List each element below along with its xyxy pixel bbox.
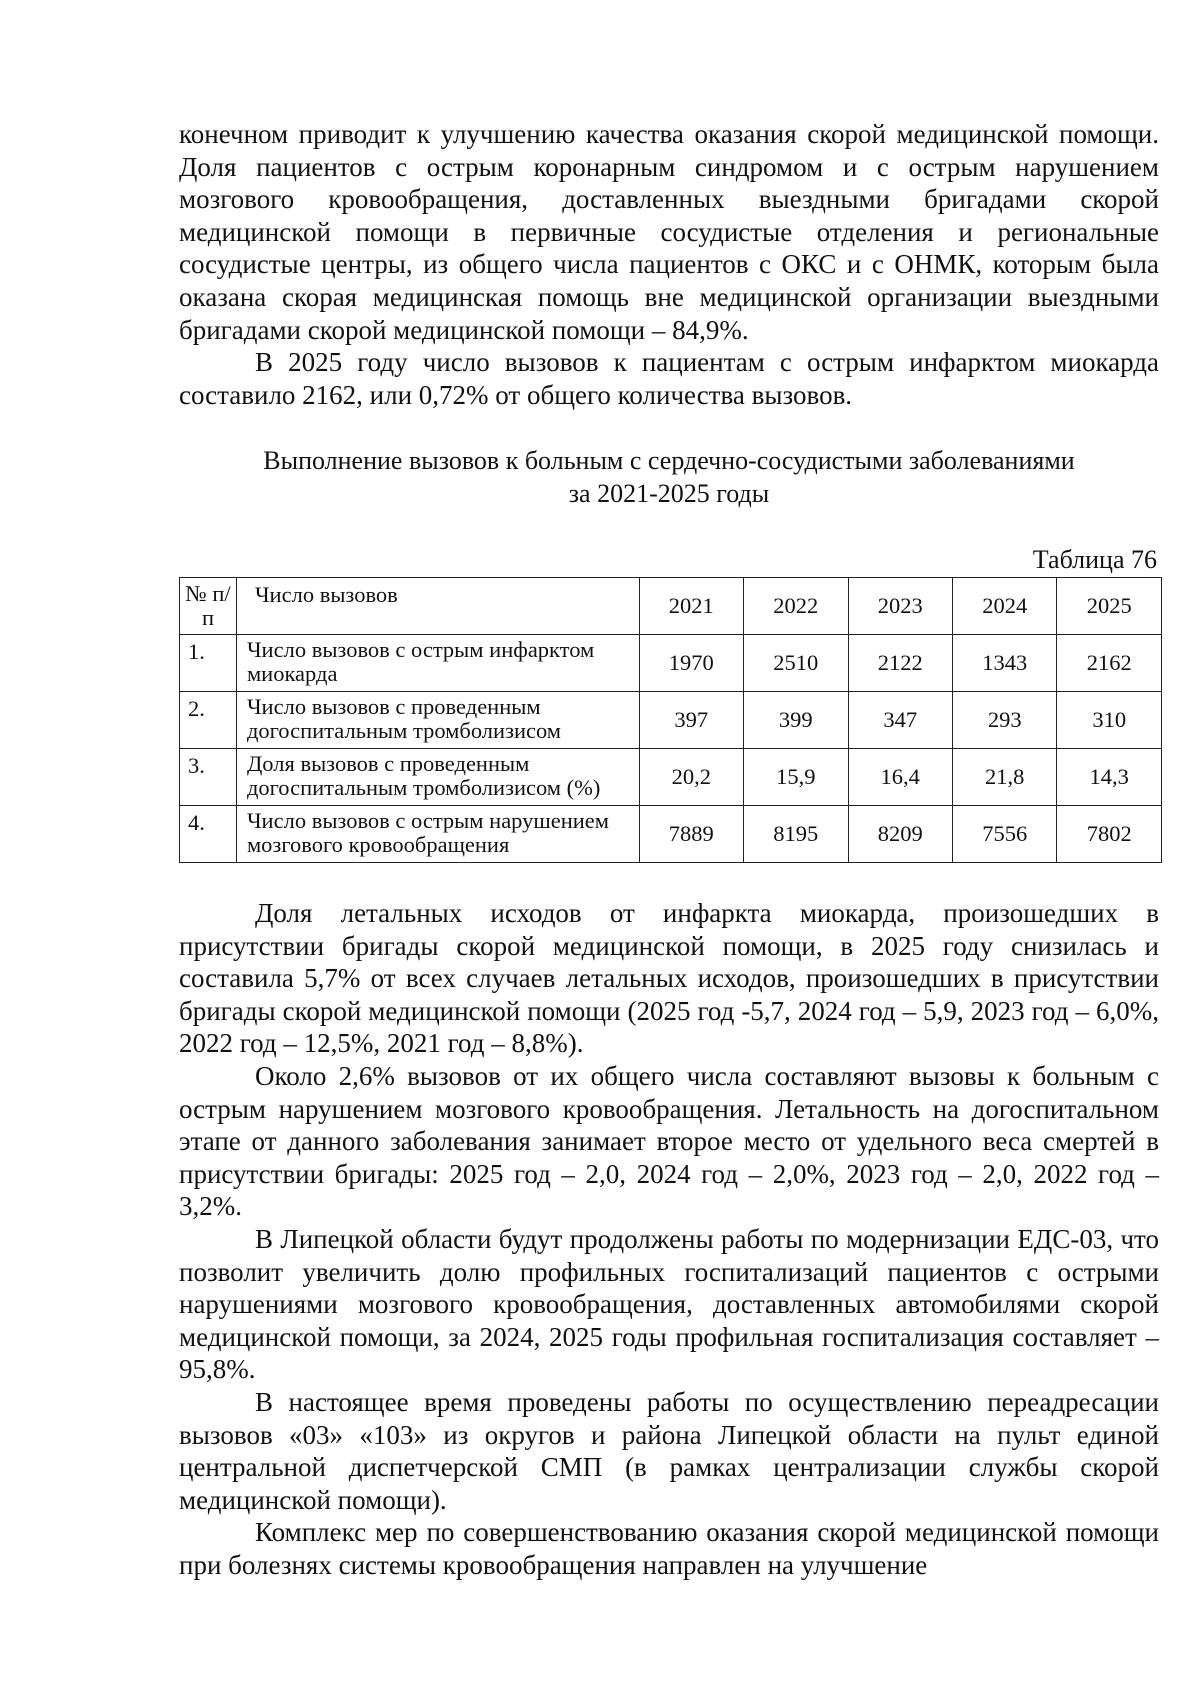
row-value: 8209 [848, 806, 952, 863]
row-name: Число вызовов с острым нарушением мозгового кровообращения [236, 806, 639, 863]
row-value: 20,2 [639, 749, 743, 806]
row-value: 15,9 [744, 749, 848, 806]
intro-paragraph-1: конечном приводит к улучшению качества оказания скорой медицинской помощи. Доля пациентов с острым коронарным синдромом и с острым нарушением мозгового кровообращения, доставленных выездными бригадами скорой медицинской помощи в первичные сосудистые отделения и региональные сосудистые центры, из общего числа пациентов с ОКС и с ОНМК, которым была оказана скорая медицинская помощь вне медицинской организации выездными бригадами скорой медицинской помощи – 84,9%. [179, 119, 1159, 345]
header-year: 2022 [744, 578, 848, 635]
row-value: 347 [848, 692, 952, 749]
row-value: 14,3 [1057, 749, 1162, 806]
row-value: 2122 [848, 635, 952, 692]
body-paragraph-3: В Липецкой области будут продолжены работы по модернизации ЕДС-03, что позволит увеличить долю профильных госпитализаций пациентов с острыми нарушениями мозгового кровообращения, доставленных автомобилями скорой медицинской помощи, за 2024, 2025 годы профильная госпитализация составляет – 95,8%. [179, 1223, 1159, 1385]
row-number: 4. [180, 806, 237, 863]
row-number: 2. [180, 692, 237, 749]
table-caption [179, 444, 1159, 510]
table-row [180, 692, 1162, 749]
header-year: 2024 [952, 578, 1056, 635]
header-num: № п/п [180, 578, 237, 635]
body-text [179, 897, 1159, 1581]
table-caption-line-1: Выполнение вызовов к больным с сердечно-сосудистыми заболеваниями [263, 446, 1075, 475]
row-value: 1343 [952, 635, 1056, 692]
table-row [180, 749, 1162, 806]
body-paragraph-4: В настоящее время проведены работы по осуществлению переадресации вызовов «03» «103» из округов и района Липецкой области на пульт единой центральной диспетчерской СМП (в рамках централизации службы скорой медицинской помощи). [179, 1386, 1159, 1515]
intro-paragraph-2: В 2025 году число вызовов к пациентам с острым инфарктом миокарда составило 2162, или 0,72% от общего количества вызовов. [179, 347, 1159, 410]
table-row [180, 806, 1162, 863]
row-value: 293 [952, 692, 1056, 749]
row-value: 7556 [952, 806, 1056, 863]
body-paragraph-1: Доля летальных исходов от инфаркта миокарда, произошедших в присутствии бригады скорой медицинской помощи, в 2025 году снизилась и составила 5,7% от всех случаев летальных исходов, произошедших в присутствии бригады скорой медицинской помощи (2025 год -5,7, 2024 год – 5,9, 2023 год – 6,0%, 2022 год – 12,5%, 2021 год – 8,8%). [179, 898, 1159, 1059]
table-row [180, 635, 1162, 692]
row-value: 16,4 [848, 749, 952, 806]
header-year: 2023 [848, 578, 952, 635]
row-value: 21,8 [952, 749, 1056, 806]
table-caption-line-2: за 2021-2025 годы [568, 479, 770, 508]
intro-text [179, 118, 1159, 411]
header-name: Число вызовов [236, 578, 639, 635]
table-number-label: Таблица 76 [1032, 545, 1157, 574]
table-header-row [180, 578, 1162, 635]
calls-table [179, 577, 1162, 863]
row-value: 7889 [639, 806, 743, 863]
row-value: 399 [744, 692, 848, 749]
row-value: 7802 [1057, 806, 1162, 863]
row-value: 2162 [1057, 635, 1162, 692]
row-name: Число вызовов с острым инфарктом миокарда [236, 635, 639, 692]
body-paragraph-2: Около 2,6% вызовов от их общего числа составляют вызовы к больным с острым нарушением мозгового кровообращения. Летальность на догоспитальном этапе от данного заболевания занимает второе место от удельного веса смертей в присутствии бригады: 2025 год – 2,0, 2024 год – 2,0%, 2023 год – 2,0, 2022 год – 3,2%. [179, 1060, 1159, 1222]
row-value: 2510 [744, 635, 848, 692]
row-value: 8195 [744, 806, 848, 863]
row-name: Число вызовов с проведенным догоспитальным тромболизисом [236, 692, 639, 749]
row-value: 1970 [639, 635, 743, 692]
row-number: 1. [180, 635, 237, 692]
row-value: 397 [639, 692, 743, 749]
body-paragraph-5: Комплекс мер по совершенствованию оказания скорой медицинской помощи при болезнях системы кровообращения направлен на улучшение [179, 1517, 1159, 1580]
header-year: 2025 [1057, 578, 1162, 635]
header-year: 2021 [639, 578, 743, 635]
row-name: Доля вызовов с проведенным догоспитальным тромболизисом (%) [236, 749, 639, 806]
row-number: 3. [180, 749, 237, 806]
row-value: 310 [1057, 692, 1162, 749]
